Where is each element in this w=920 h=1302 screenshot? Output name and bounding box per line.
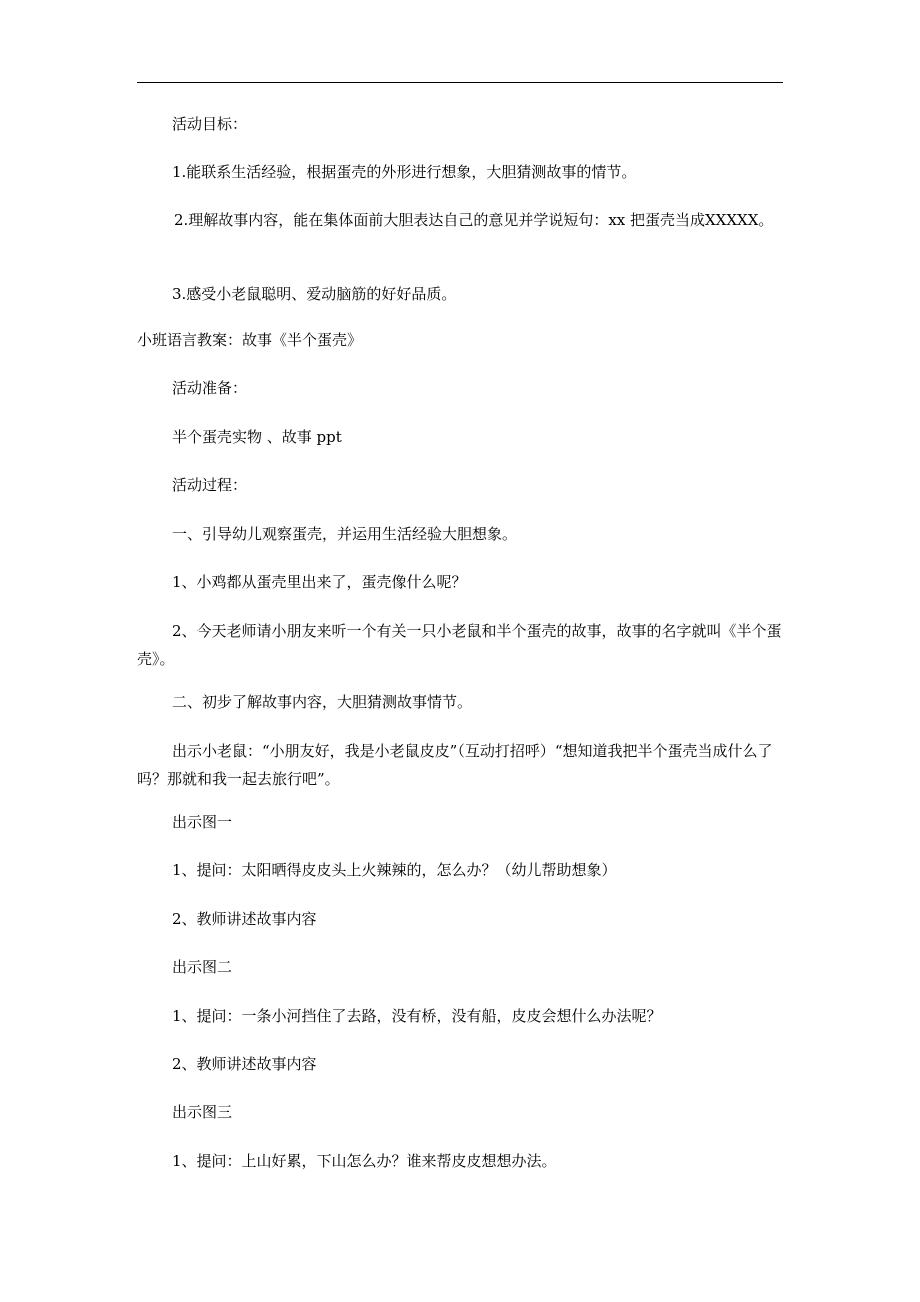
header-rule bbox=[137, 82, 783, 83]
goal-item-2: 2.理解故事内容，能在集体面前大胆表达自己的意见并学说短句：xx 把蛋壳当成XXXXX。 bbox=[174, 211, 774, 229]
step2-title: 二、初步了解故事内容，大胆猜测故事情节。 bbox=[172, 693, 473, 711]
process-title: 活动过程： bbox=[172, 476, 248, 494]
picture-3-question: 1、提问：上山好累，下山怎么办？谁来帮皮皮想想办法。 bbox=[172, 1152, 557, 1170]
picture-2-narration: 2、教师讲述故事内容 bbox=[172, 1055, 317, 1073]
picture-3-title: 出示图三 bbox=[172, 1103, 233, 1121]
picture-1-question: 1、提问：太阳晒得皮皮头上火辣辣的，怎么办？（幼儿帮助想象） bbox=[172, 861, 617, 879]
prep-title: 活动准备： bbox=[172, 379, 248, 397]
step1-question-1: 1、小鸡都从蛋壳里出来了，蛋壳像什么呢？ bbox=[172, 573, 467, 591]
goal-title: 活动目标： bbox=[172, 115, 248, 133]
step1-question-2: 2、今天老师请小朋友来听一个有关一只小老鼠和半个蛋壳的故事，故事的名字就叫《半个蛋壳》。 bbox=[137, 622, 782, 668]
picture-1-narration: 2、教师讲述故事内容 bbox=[172, 910, 317, 928]
prep-items: 半个蛋壳实物 、故事 ppt bbox=[172, 428, 342, 446]
step1-title: 一、引导幼儿观察蛋壳，并运用生活经验大胆想象。 bbox=[172, 525, 518, 543]
picture-2-question: 1、提问：一条小河挡住了去路，没有桥，没有船，皮皮会想什么办法呢？ bbox=[172, 1007, 662, 1025]
goal-item-1: 1.能联系生活经验，根据蛋壳的外形进行想象，大胆猜测故事的情节。 bbox=[172, 163, 637, 181]
goal-item-3: 3.感受小老鼠聪明、爱动脑筋的好好品质。 bbox=[172, 285, 457, 303]
lesson-title: 小班语言教案：故事《半个蛋壳》 bbox=[137, 331, 363, 349]
picture-2-title: 出示图二 bbox=[172, 958, 233, 976]
picture-1-title: 出示图一 bbox=[172, 813, 233, 831]
mouse-intro: 出示小老鼠：“小朋友好，我是小老鼠皮皮”（互动打招呼）“想知道我把半个蛋壳当成什么了吗？那就和我一起去旅行吧”。 bbox=[137, 742, 773, 788]
